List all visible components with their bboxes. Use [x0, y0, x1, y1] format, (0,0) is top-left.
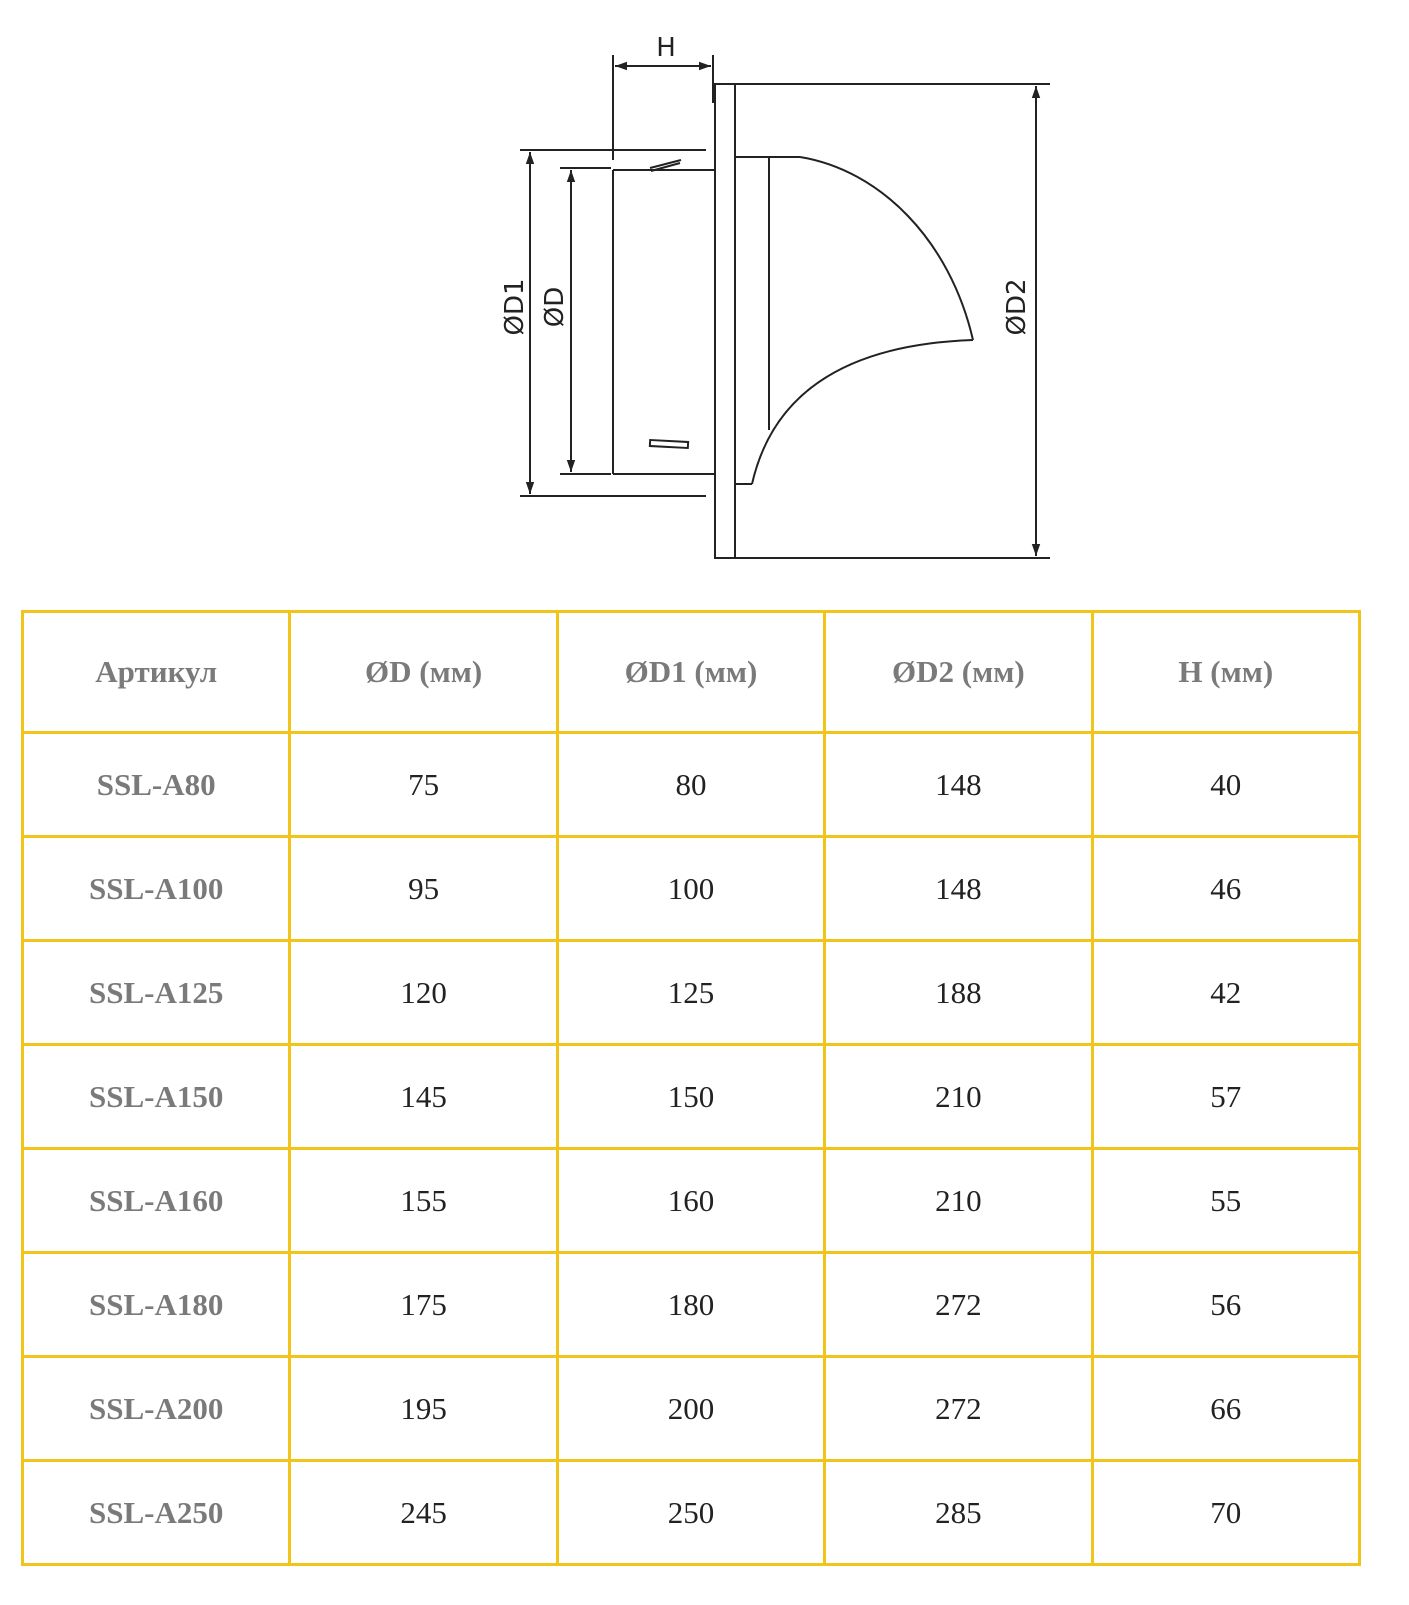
table-row — [23, 837, 1360, 941]
cell-d: 75 — [290, 733, 557, 837]
cell-d: 155 — [290, 1149, 557, 1253]
cell-d2: 148 — [825, 733, 1092, 837]
header-d1: ØD1 (мм) — [557, 612, 824, 733]
cell-d: 95 — [290, 837, 557, 941]
specifications-table — [21, 610, 1361, 1566]
header-article: Артикул — [23, 612, 290, 733]
cell-article: SSL-A160 — [23, 1149, 290, 1253]
header-d2: ØD2 (мм) — [825, 612, 1092, 733]
cell-h: 55 — [1092, 1149, 1359, 1253]
cell-h: 56 — [1092, 1253, 1359, 1357]
h-label: H — [656, 33, 676, 63]
cell-d2: 210 — [825, 1149, 1092, 1253]
technical-drawing — [0, 0, 1409, 580]
table-row — [23, 1045, 1360, 1149]
cell-d2: 285 — [825, 1461, 1092, 1565]
cell-d2: 188 — [825, 941, 1092, 1045]
cell-d1: 125 — [557, 941, 824, 1045]
cell-d1: 250 — [557, 1461, 824, 1565]
cell-article: SSL-A150 — [23, 1045, 290, 1149]
cell-d: 145 — [290, 1045, 557, 1149]
cell-h: 46 — [1092, 837, 1359, 941]
table-header-row — [23, 612, 1360, 733]
cell-h: 66 — [1092, 1357, 1359, 1461]
cell-d: 245 — [290, 1461, 557, 1565]
cell-d2: 272 — [825, 1253, 1092, 1357]
cell-d1: 100 — [557, 837, 824, 941]
d2-label: ØD2 — [1002, 278, 1032, 336]
cell-d: 120 — [290, 941, 557, 1045]
cell-article: SSL-A200 — [23, 1357, 290, 1461]
cell-d: 175 — [290, 1253, 557, 1357]
hood-upper-curve — [800, 157, 973, 340]
table-row — [23, 941, 1360, 1045]
dimension-diagram — [0, 0, 1409, 580]
cell-h: 70 — [1092, 1461, 1359, 1565]
cell-d1: 150 — [557, 1045, 824, 1149]
cell-h: 42 — [1092, 941, 1359, 1045]
d1-label: ØD1 — [500, 278, 530, 336]
cell-article: SSL-A180 — [23, 1253, 290, 1357]
cell-d: 195 — [290, 1357, 557, 1461]
header-d: ØD (мм) — [290, 612, 557, 733]
cell-d2: 148 — [825, 837, 1092, 941]
cell-h: 40 — [1092, 733, 1359, 837]
clip-bottom — [650, 440, 688, 448]
cell-d1: 160 — [557, 1149, 824, 1253]
hood-lower-curve — [752, 340, 973, 484]
header-h: H (мм) — [1092, 612, 1359, 733]
table-row — [23, 1149, 1360, 1253]
cell-d1: 80 — [557, 733, 824, 837]
table-row — [23, 1461, 1360, 1565]
table-row — [23, 1253, 1360, 1357]
cell-article: SSL-A250 — [23, 1461, 290, 1565]
cell-d2: 210 — [825, 1045, 1092, 1149]
cell-article: SSL-A100 — [23, 837, 290, 941]
table-row — [23, 1357, 1360, 1461]
cell-h: 57 — [1092, 1045, 1359, 1149]
table-row — [23, 733, 1360, 837]
flange-plate — [715, 84, 735, 558]
cell-d2: 272 — [825, 1357, 1092, 1461]
d-label: ØD — [540, 286, 570, 328]
cell-d1: 200 — [557, 1357, 824, 1461]
cell-d1: 180 — [557, 1253, 824, 1357]
cell-article: SSL-A125 — [23, 941, 290, 1045]
cell-article: SSL-A80 — [23, 733, 290, 837]
